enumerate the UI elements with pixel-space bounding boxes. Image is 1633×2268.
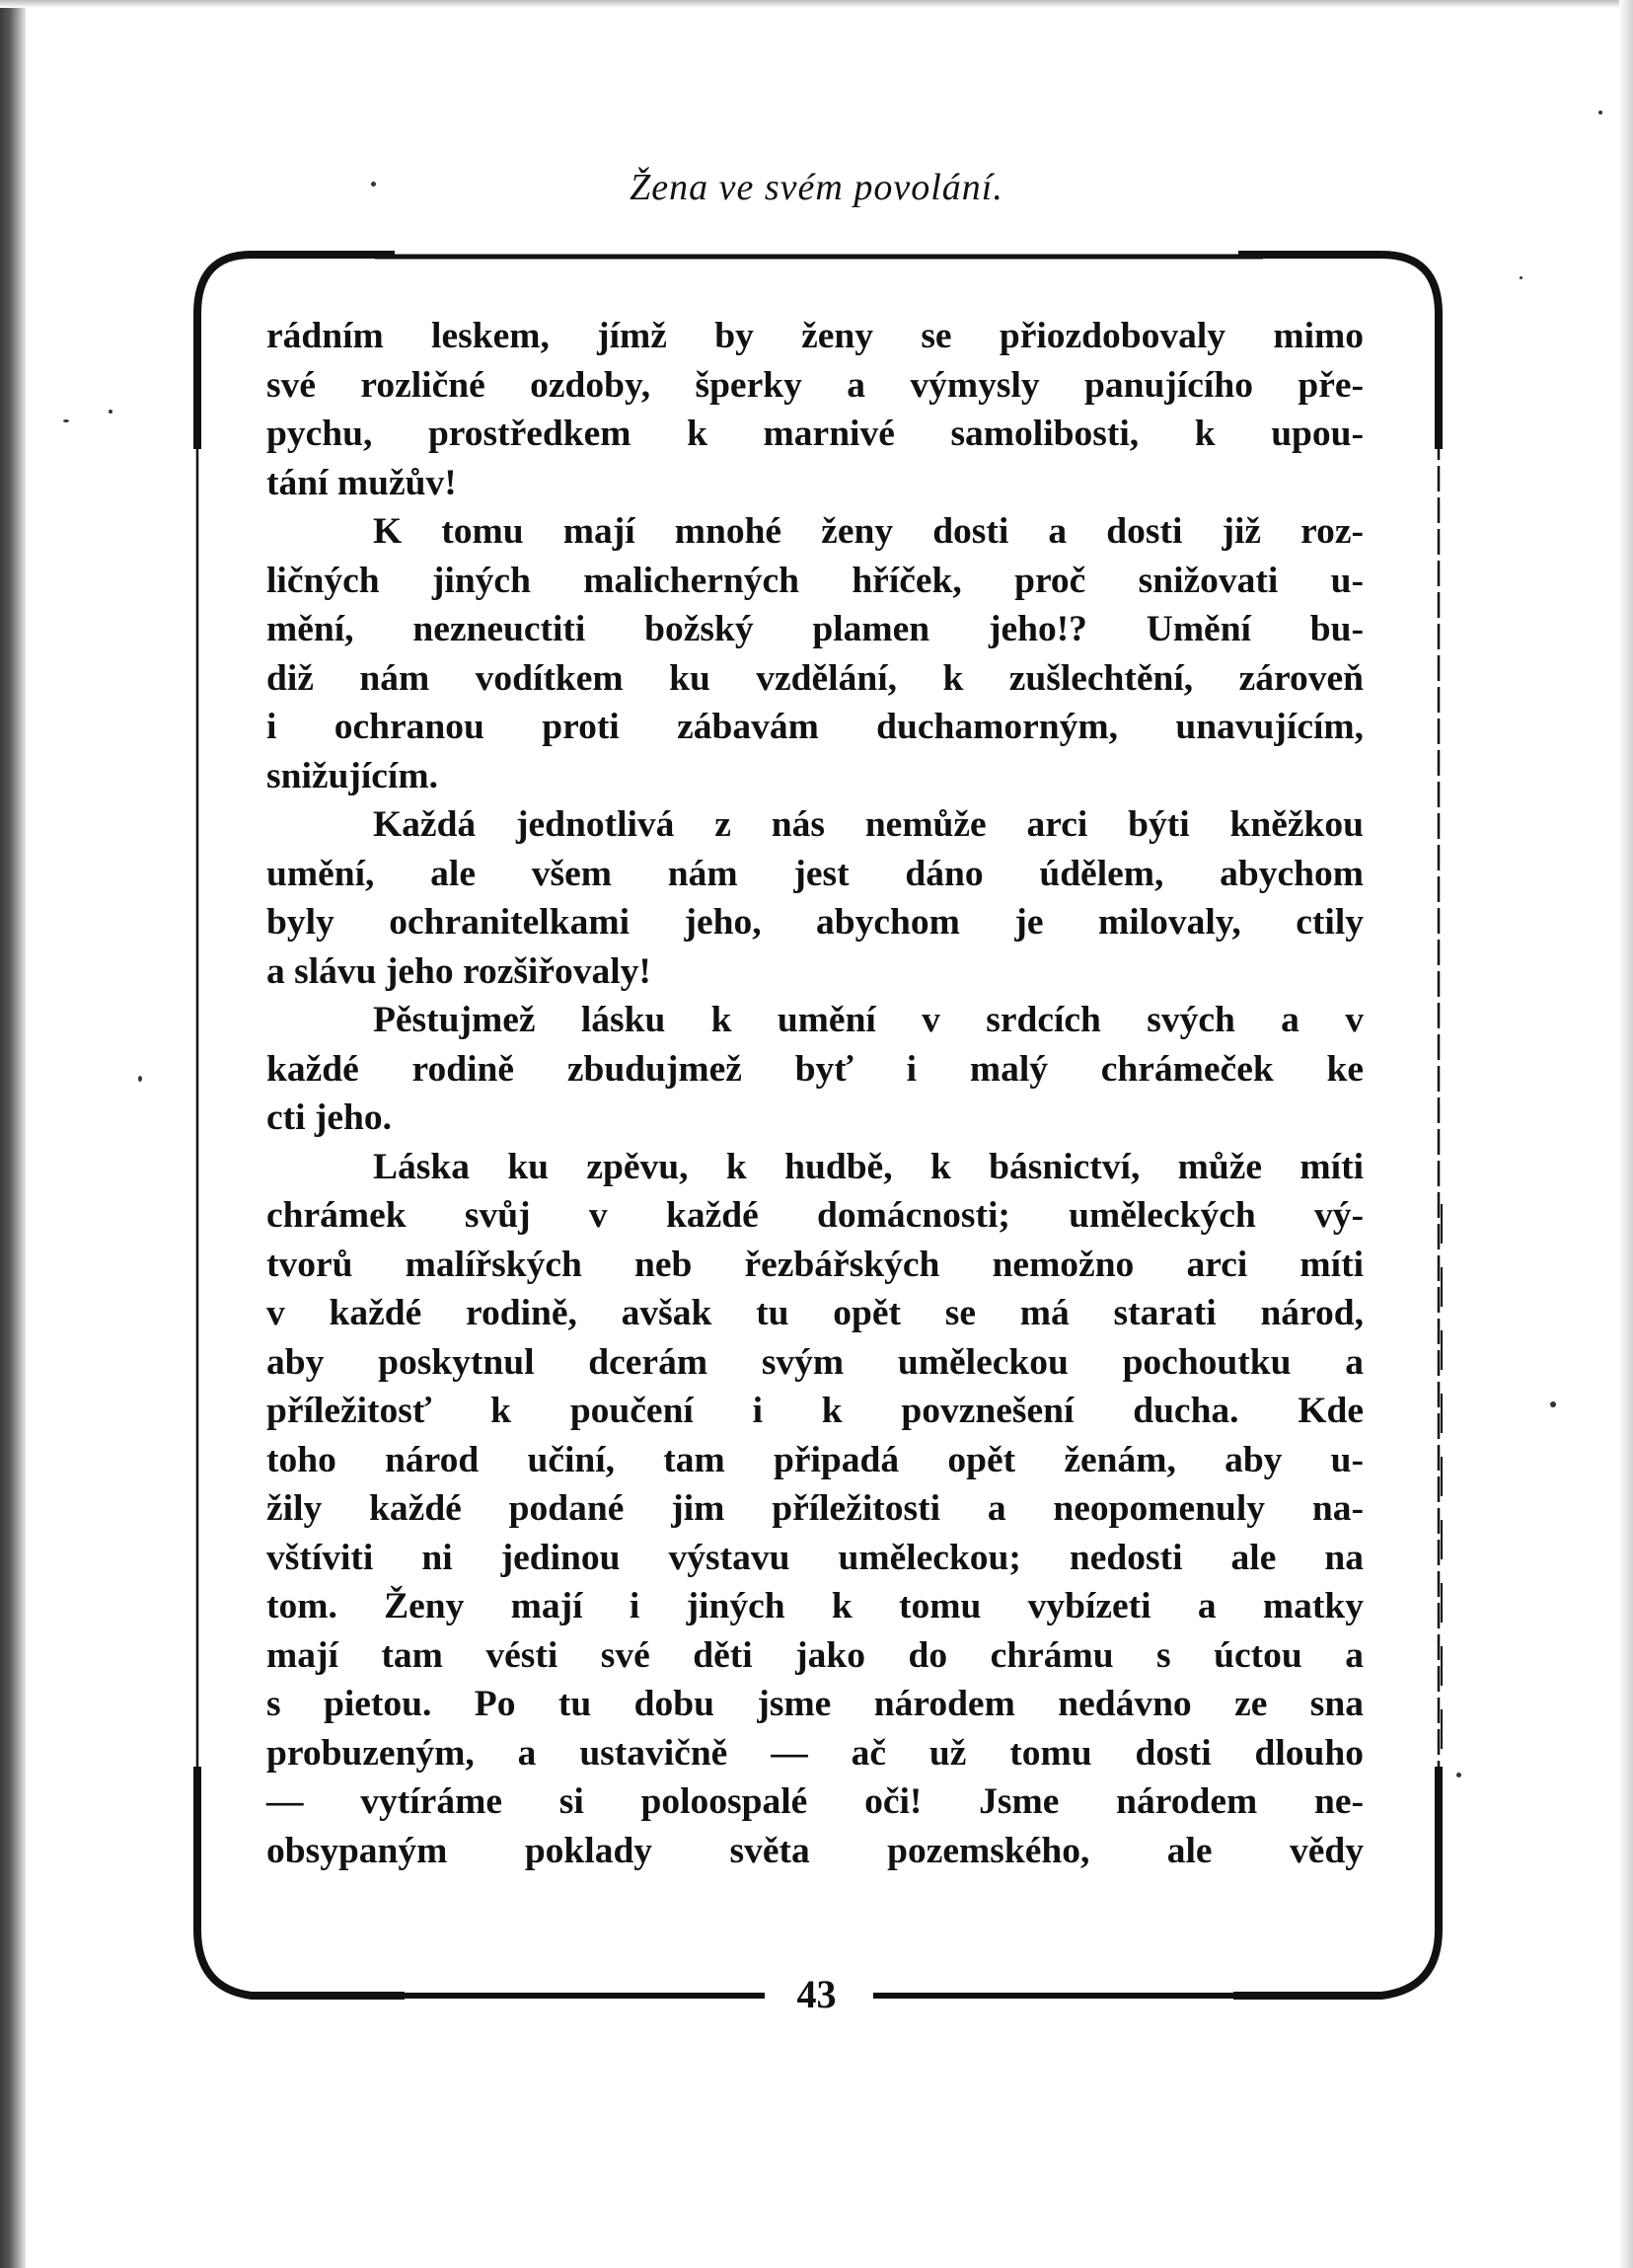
text-line: každé rodině zbudujmež byť i malý chrámeček ke [266, 1048, 1364, 1090]
text-line: cti jeho. [266, 1097, 393, 1138]
text-line: obsypaným poklady světa pozemského, ale vědy [266, 1830, 1364, 1871]
text-line: Pěstujmež lásku k umění v srdcích svých a v [373, 1000, 1364, 1040]
text-line: ličných jiných malicherných hříček, proč snižovati u- [266, 560, 1364, 601]
text-line: rádním leskem, jímž by ženy se přiozdobovaly mimo [266, 316, 1364, 356]
text-line: K tomu mají mnohé ženy dosti a dosti již roz- [373, 511, 1364, 552]
text-line: umění, ale všem nám jest dáno údělem, abychom [266, 853, 1364, 894]
text-line: Každá jednotlivá z nás nemůže arci býti kněžkou [373, 804, 1364, 845]
text-line: aby poskytnul dcerám svým uměleckou pochoutku a [266, 1341, 1364, 1383]
text-line: toho národ učiní, tam připadá opět ženám, aby u- [266, 1439, 1364, 1480]
text-line: tom. Ženy mají i jiných k tomu vybízeti a matky [266, 1586, 1364, 1626]
text-line: Láska ku zpěvu, k hudbě, k básnictví, může míti [373, 1146, 1364, 1187]
text-line: v každé rodině, avšak tu opět se má starati národ, [266, 1293, 1364, 1333]
body-text [266, 312, 1364, 1875]
text-line: příležitosť k poučení i k povznešení ducha. Kde [266, 1391, 1364, 1431]
text-line: snižujícím. [266, 755, 438, 796]
text-line: žily každé podané jim příležitosti a neopomenuly na- [266, 1488, 1364, 1529]
text-line: s pietou. Po tu dobu jsme národem nedávno ze sna [266, 1684, 1364, 1724]
text-line: mění, nezneuctiti božský plamen jeho!? Umění bu- [266, 609, 1364, 649]
text-line: pychu, prostředkem k marnivé samolibosti, k upou- [266, 414, 1364, 454]
text-line: chrámek svůj v každé domácnosti; uměleckých vý- [266, 1195, 1364, 1236]
text-line: své rozličné ozdoby, šperky a výmysly panujícího pře- [266, 364, 1364, 406]
text-line: byly ochranitelkami jeho, abychom je milovaly, ctily [266, 902, 1364, 943]
running-head: Žena ve svém povolání. [630, 167, 1003, 208]
text-line: mají tam vésti své děti jako do chrámu s úctou a [266, 1634, 1364, 1676]
text-line: vštíviti ni jedinou výstavu uměleckou; nedosti ale na [266, 1537, 1364, 1578]
text-line: — vytíráme si poloospalé oči! Jsme národem ne- [266, 1781, 1364, 1822]
text-line: i ochranou proti zábavám duchamorným, unavujícím, [266, 707, 1364, 747]
text-line: diž nám vodítkem ku vzdělání, k zušlechtění, zároveň [266, 657, 1364, 699]
page-number: 43 [796, 1972, 837, 2016]
text-line: tání mužův! [266, 462, 457, 503]
text-line: a slávu jeho rozšiřovaly! [266, 950, 651, 992]
text-line: probuzeným, a ustavičně — ač už tomu dosti dlouho [266, 1732, 1364, 1774]
text-line: tvorů malířských neb řezbářských nemožno arci míti [266, 1244, 1364, 1285]
